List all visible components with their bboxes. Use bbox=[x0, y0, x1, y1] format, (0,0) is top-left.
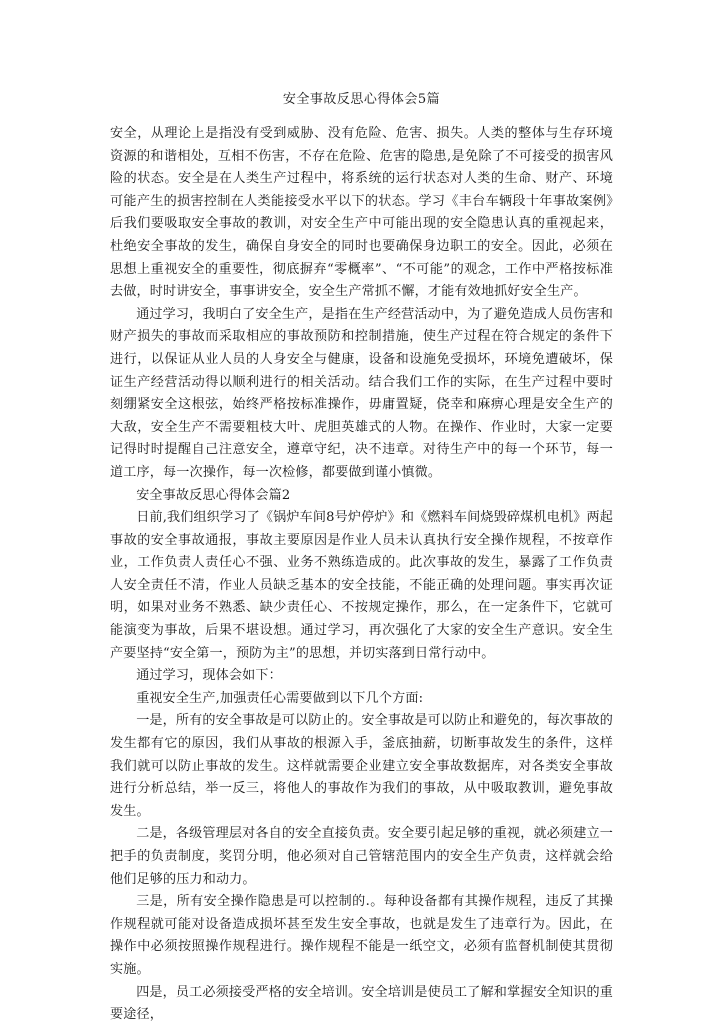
document-page bbox=[110, 90, 613, 1027]
paragraph-point-3: 三是，所有安全操作隐患是可以控制的.。每种设备都有其操作规程，违反了其操作规程就可能对设备造成损坏甚至发生安全事故，也就是发生了违章行为。因此，在操作中必须按照操作规程进行。操作规程不能是一纸空文，必须有监督机制使其贯彻实施。 bbox=[110, 894, 613, 977]
paragraph-point-2: 二是，各级管理层对各自的安全直接负责。安全要引起足够的重视，就必须建立一把手的负责制度，奖罚分明，他必须对自己管辖范围内的安全生产负责，这样就会给他们足够的压力和动力。 bbox=[110, 826, 613, 887]
paragraph-point-4: 四是，员工必须接受严格的安全培训。安全培训是使员工了解和掌握安全知识的重要途径， bbox=[110, 984, 613, 1023]
paragraph-safety-definition: 安全，从理论上是指没有受到威胁、没有危险、危害、损失。人类的整体与生存环境资源的和谐相处，互相不伤害，不存在危险、危害的隐患,是免除了不可接受的损害风险的状态。安全是在人类生产过程中，将系统的运行状态对人类的生命、财产、环境可能产生的损害控制在人类能接受水平以下的状态。学习《丰台车辆段十年事故案例》后我们要吸取安全事故的教训，对安全生产中可能出现的安全隐患认真的重视起来，杜绝安全事故的发生，确保自身安全的同时也要确保身边职工的安全。因此，必须在思想上重视安全的重要性，彻底摒弃“零概率”、“不可能”的观念，工作中严格按标准去做，时时讲安全，事事讲安全，安全生产常抓不懈，才能有效地抓好安全生产。 bbox=[110, 126, 613, 300]
document-title: 安全事故反思心得体会5篇 bbox=[282, 92, 441, 107]
section-heading-part-2: 安全事故反思心得体会篇2 bbox=[136, 487, 291, 503]
paragraph-learning-summary: 通过学习，我明白了安全生产，是指在生产经营活动中，为了避免造成人员伤害和财产损失的事故而采取相应的事故预防和控制措施，使生产过程在符合规定的条件下进行，以保证从业人员的人身安全与健康，设备和设施免受损坏，环境免遭破坏，保证生产经营活动得以顺利进行的相关活动。结合我们工作的实际，在生产过程中要时刻绷紧安全这根弦，始终严格按标准操作，毋庸置疑，侥幸和麻痹心理是安全生产的大敌，安全生产不需要粗枝大叶、虎胆英雄式的人物。在操作、作业时，大家一定要记得时时提醒自己注意安全，遵章守纪，决不违章。对待生产中的每一个环节，每一道工序，每一次操作，每一次检修，都要做到谨小慎微。 bbox=[110, 306, 613, 480]
paragraph-point-1: 一是，所有的安全事故是可以防止的。安全事故是可以防止和避免的，每次事故的发生都有它的原因，我们从事故的根源入手，釜底抽薪，切断事故发生的条件，这样我们就可以防止事故的发生。这样就需要企业建立安全事故数据库，对各类安全事故进行分析总结，举一反三，将他人的事故作为我们的事故，从中吸取教训，避免事故发生。 bbox=[110, 713, 613, 819]
paragraph-accident-report: 日前,我们组织学习了《锅炉车间8号炉停炉》和《燃料车间烧毁碎煤机电机》两起事故的安全事故通报，事故主要原因是作业人员未认真执行安全操作规程，不按章作业，工作负责人责任心不强、业务不熟练造成的。此次事故的发生，暴露了工作负责人安全责任不清，作业人员缺乏基本的安全技能，不能正确的处理问题。事实再次证明，如果对业务不熟悉、缺少责任心、不按规定操作，那么，在一定条件下，它就可能演变为事故，后果不堪设想。通过学习，再次强化了大家的安全生产意识。安全生产要坚持“安全第一，预防为主”的思想，并切实落到日常行动中。 bbox=[110, 510, 613, 661]
paragraph-reflection-intro: 通过学习，现体会如下： bbox=[136, 668, 282, 684]
paragraph-key-points-intro: 重视安全生产,加强责任心需要做到以下几个方面: bbox=[136, 690, 424, 706]
